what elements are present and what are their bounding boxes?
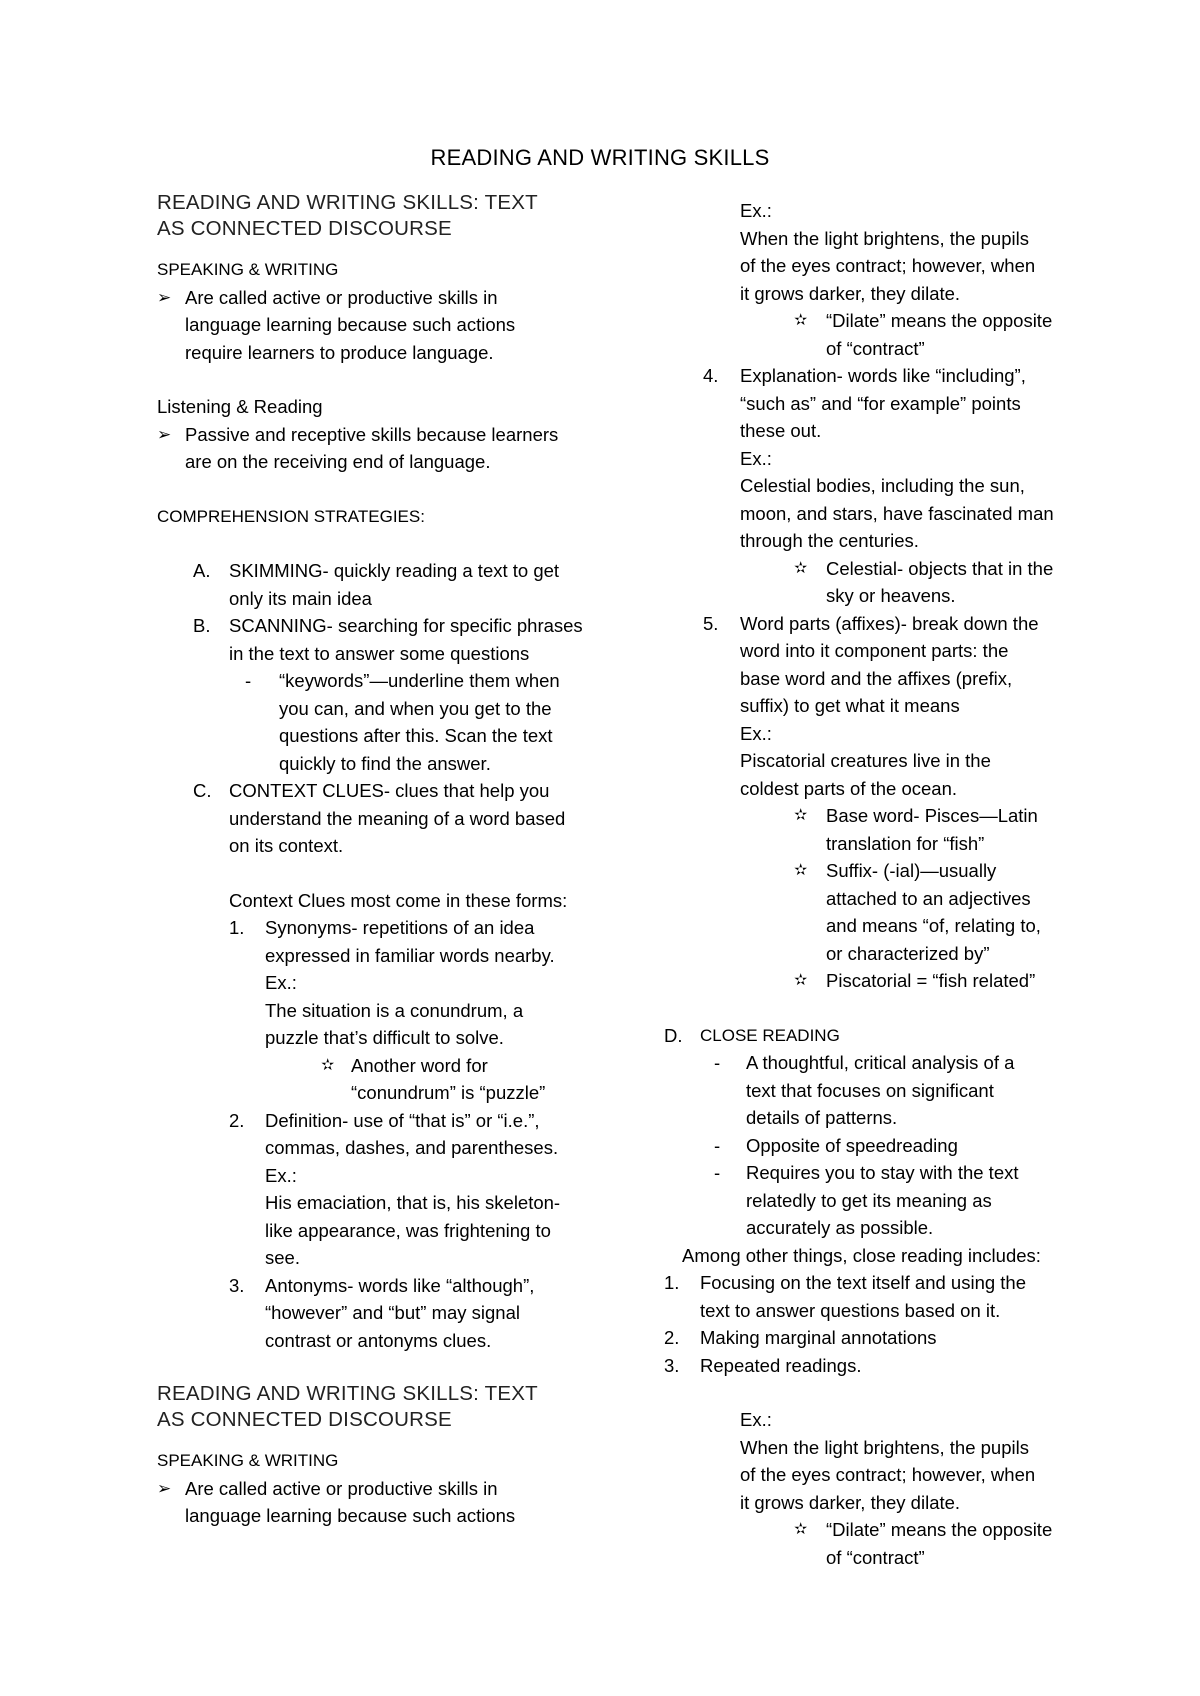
star-bullet-icon: ✫ — [794, 312, 808, 329]
context-form-item: 4. Explanation- words like “including”, “such as” and “for example” points these out. Ex.: Celestial bodies, including the sun, moon, and stars, have fascinated man through the centuries. — [703, 365, 1054, 551]
listening-bullet: ➢ Passive and receptive skills because learners are on the receiving end of language. — [157, 421, 617, 476]
dash-item: - Requires you to stay with the text relatedly to get its meaning as accurately as possible. — [714, 1162, 1019, 1238]
left-column — [157, 190, 617, 1530]
right-column — [660, 197, 1100, 1571]
strategy-item: C. CONTEXT CLUES- clues that help you understand the meaning of a word based on its context. — [193, 780, 566, 856]
arrow-bullet-icon: ➢ — [157, 1478, 172, 1498]
speaking-writing-label: SPEAKING & WRITING — [157, 1451, 339, 1470]
dash-item: - A thoughtful, critical analysis of a text that focuses on significant details of patterns. — [714, 1052, 1015, 1128]
star-note: ✫ “Dilate” means the opposite of “contract” — [660, 1516, 1100, 1571]
context-clues-intro: Context Clues most come in these forms: — [229, 889, 568, 911]
strategy-item: B. SCANNING- searching for specific phrases in the text to answer some questions — [193, 615, 583, 664]
star-bullet-icon: ✫ — [321, 1056, 335, 1074]
star-bullet-icon: ✫ — [794, 862, 808, 879]
context-form-item: 1. Synonyms- repetitions of an idea expressed in familiar words nearby. Ex.: The situation is a conundrum, a puzzle that’s difficult to solve. — [229, 917, 555, 1048]
close-reading-list-item: 2. Making marginal annotations — [664, 1327, 937, 1348]
star-bullet-icon: ✫ — [794, 807, 808, 824]
star-bullet-icon: ✫ — [794, 559, 808, 577]
close-reading-list-item: 1. Focusing on the text itself and using the text to answer questions based on it. — [664, 1272, 1027, 1321]
star-bullet-icon: ✫ — [794, 1521, 808, 1538]
page-title: READING AND WRITING SKILLS — [430, 145, 770, 170]
arrow-bullet-icon: ➢ — [157, 424, 172, 444]
close-reading-intro: Among other things, close reading includes: — [682, 1244, 1041, 1266]
close-reading-heading: D. CLOSE READING — [664, 1024, 840, 1046]
listening-reading-label: Listening & Reading — [157, 396, 323, 417]
star-note: ✫ “Dilate” means the opposite of “contract” — [660, 307, 1100, 362]
dash-item: - Opposite of speedreading — [714, 1134, 958, 1156]
arrow-bullet-icon: ➢ — [157, 287, 172, 307]
star-note: ✫ Another word for “conundrum” is “puzzle” — [157, 1052, 617, 1107]
star-note: ✫ Celestial- objects that in the sky or heavens. — [660, 555, 1100, 610]
keywords-item: - “keywords”—underline them when you can, and when you get to the questions after this. Scan the text quickly to find the answer. — [245, 670, 560, 774]
star-note: ✫ Suffix- (-ial)—usually attached to an adjectives and means “of, relating to, or characterized by” — [660, 857, 1100, 967]
close-reading-list-item: 3. Repeated readings. — [664, 1354, 862, 1376]
section-heading: READING AND WRITING SKILLS: TEXT AS CONNECTED DISCOURSE — [157, 1382, 538, 1431]
example-block: Ex.: When the light brightens, the pupils of the eyes contract; however, when it grows darker, they dilate. — [740, 1409, 1036, 1513]
context-form-item: 2. Definition- use of “that is” or “i.e.”, commas, dashes, and parentheses. Ex.: His emaciation, that is, his skeleton- like appearance, was frightening to see. — [229, 1109, 561, 1268]
star-note: ✫ Piscatorial = “fish related” — [660, 967, 1100, 995]
star-note: ✫ Base word- Pisces—Latin translation for “fish” — [660, 802, 1100, 857]
example-block: Ex.: When the light brightens, the pupils of the eyes contract; however, when it grows darker, they dilate. — [740, 200, 1036, 304]
star-bullet-icon: ✫ — [794, 972, 808, 989]
section-heading: READING AND WRITING SKILLS: TEXT AS CONNECTED DISCOURSE — [157, 191, 538, 240]
speaking-writing-label: SPEAKING & WRITING — [157, 260, 339, 279]
comprehension-strategies-label: COMPREHENSION STRATEGIES: — [157, 506, 425, 526]
strategy-item: A. SKIMMING- quickly reading a text to get only its main idea — [193, 560, 560, 609]
speaking-bullet: ➢ Are called active or productive skills in language learning because such actions require learners to produce language. — [157, 284, 617, 367]
speaking-bullet: ➢ Are called active or productive skills in language learning because such actions — [157, 1475, 617, 1530]
context-form-item: 5. Word parts (affixes)- break down the word into it component parts: the base word and the affixes (prefix, suffix) to get what it means Ex.: Piscatorial creatures live in the coldest parts of the ocean. — [703, 612, 1039, 799]
context-form-item: 3. Antonyms- words like “although”, “however” and “but” may signal contrast or antonyms clues. — [229, 1274, 535, 1351]
